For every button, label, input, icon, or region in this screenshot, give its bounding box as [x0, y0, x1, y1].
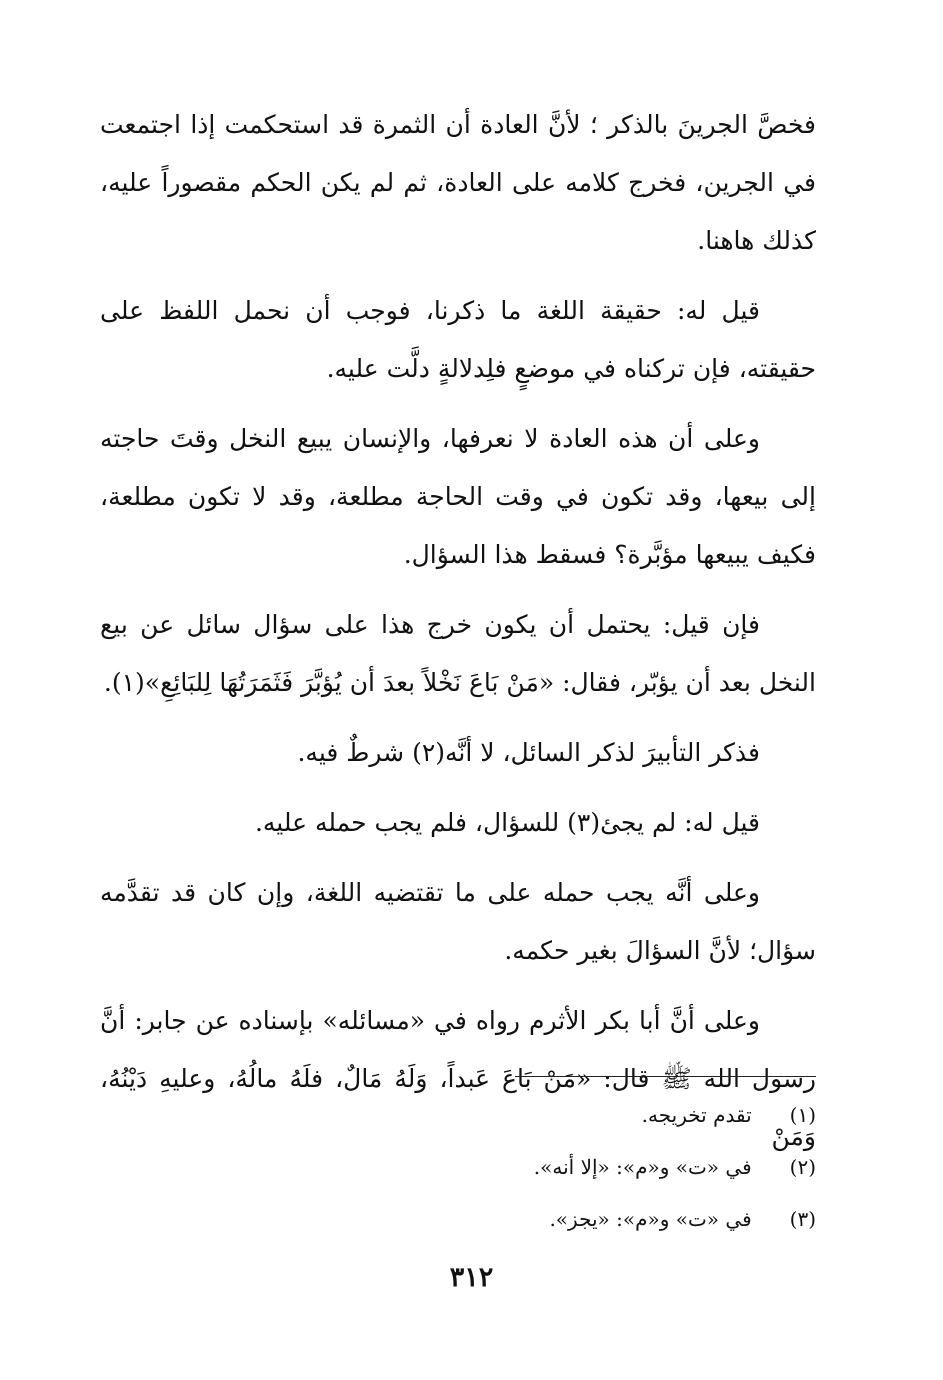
footnote-text: في «ت» و«م»: «يجز».: [549, 1207, 752, 1231]
main-text: [100, 96, 816, 1178]
page-number: ٣١٢: [449, 1262, 494, 1293]
footnote-text: في «ت» و«م»: «إلا أنه».: [533, 1155, 752, 1179]
paragraph-1: فخصَّ الجرينَ بالذكر ؛ لأنَّ العادة أن الثمرة قد استحكمت إذا اجتمعت في الجرين، فخرج كلامه على العادة، ثم لم يكن الحكم مقصوراً عليه، كذلك هاهنا.: [100, 110, 816, 255]
paragraph-4: فإن قيل: يحتمل أن يكون خرج هذا على سؤال سائل عن بيع النخل بعد أن يؤبّر، فقال: «مَنْ بَاعَ نَخْلاً بعدَ أن يُؤبَّرَ فَثَمَرَتُهَا لِلبَائِعِ»(١).: [100, 610, 816, 697]
paragraph-8: وعلى أنَّ أبا بكر الأثرم رواه في «مسائله» بإسناده عن جابر: أنَّ رسول الله ﷺ قال: «مَنْ بَاعَ عَبداً، وَلَهُ مَالٌ، فلَهُ مالُهُ، وعليهِ دَيْنُهُ، وَمَنْ: [100, 1006, 816, 1151]
paragraph-6: قيل له: لم يجئ(٣) للسؤال، فلم يجب حمله عليه.: [254, 808, 760, 837]
paragraph-5: فذكر التأبيرَ لذكر السائل، لا أنَّه(٢) شرطٌ فيه.: [297, 738, 760, 767]
paragraph-3: وعلى أن هذه العادة لا نعرفها، والإنسان يبيع النخل وقتَ حاجته إلى بيعها، وقد تكون في وقت الحاجة مطلعة، وقد لا تكون مطلعة، فكيف يبيعها مؤبَّرة؟ فسقط هذا السؤال.: [100, 424, 816, 569]
paragraph-7: وعلى أنَّه يجب حمله على ما تقتضيه اللغة، وإن كان قد تقدَّمه سؤال؛ لأنَّ السؤالَ بغير حكمه.: [100, 878, 816, 965]
footnotes: [100, 1093, 816, 1249]
footnote-2: [100, 1145, 816, 1197]
footnote-text: تقدم تخريجه.: [641, 1103, 752, 1127]
footnote-1: [100, 1093, 816, 1145]
footnote-number: (١): [789, 1103, 816, 1127]
footnote-number: (٢): [789, 1155, 816, 1179]
footnote-3: [100, 1197, 816, 1249]
footnote-number: (٣): [789, 1207, 816, 1231]
footnote-divider: [515, 1076, 816, 1077]
paragraph-2: قيل له: حقيقة اللغة ما ذكرنا، فوجب أن نحمل اللفظ على حقيقته، فإن تركناه في موضعٍ فلِدلالةٍ دلَّت عليه.: [100, 296, 816, 383]
